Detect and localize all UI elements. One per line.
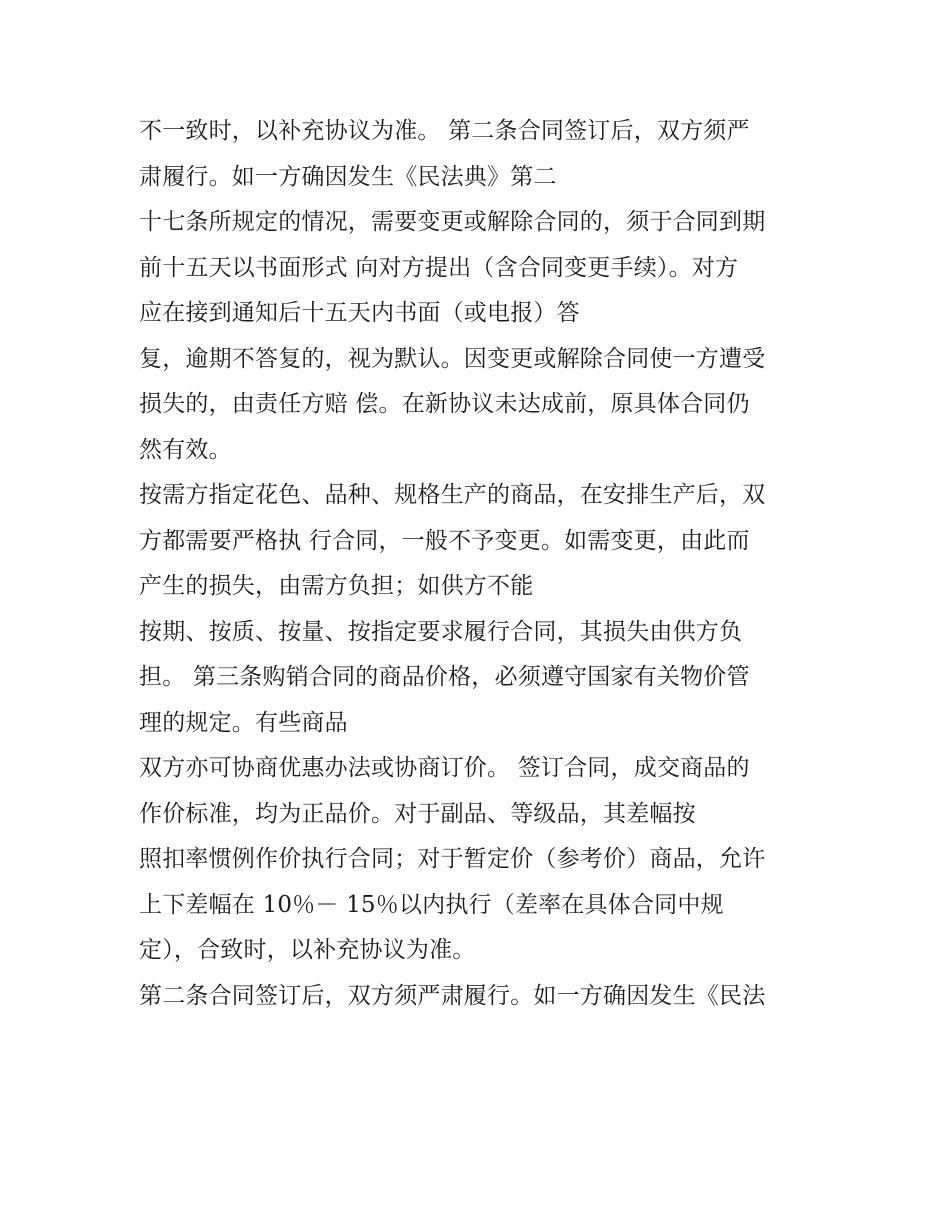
- text-line: 十七条所规定的情况，需要变更或解除合同的，须于合同到期: [139, 209, 766, 235]
- text-line: 方都需要严格执 行合同，一般不予变更。如需变更，由此而: [139, 527, 750, 554]
- text-line: 理的规定。有些商品: [139, 709, 348, 736]
- text-line: 复，逾期不答复的，视为默认。因变更或解除合同使一方遭受: [139, 345, 766, 372]
- text-line: 作价标准，均为正品价。对于副品、等级品，其差幅按: [139, 800, 696, 827]
- text-line: 上下差幅在 10％－ 15％以内执行（差率在具体合同中规: [139, 891, 724, 918]
- text-line: 担。 第三条购销合同的商品价格，必须遵守国家有关物价管: [139, 664, 750, 690]
- text-line: 照扣率惯例作价执行合同；对于暂定价（参考价）商品，允许: [139, 846, 766, 872]
- text-line: 肃履行。如一方确因发生《民法典》第二: [139, 163, 557, 190]
- text-line: 前十五天以书面形式 向对方提出（含合同变更手续）。对方: [139, 254, 739, 281]
- text-line: 应在接到通知后十五天内书面（或电报）答: [139, 300, 580, 326]
- text-line: 按需方指定花色、品种、规格生产的商品，在安排生产后，双: [139, 482, 766, 508]
- text-line: 双方亦可协商优惠办法或协商订价。 签订合同，成交商品的: [139, 755, 750, 781]
- text-line: 产生的损失，由需方负担；如供方不能: [139, 573, 534, 599]
- document-body: [139, 109, 829, 1019]
- text-line: 按期、按质、按量、按指定要求履行合同，其损失由供方负: [139, 618, 743, 645]
- text-line: 第二条合同签订后，双方须严肃履行。如一方确因发生《民法: [139, 982, 766, 1009]
- text-line: 不一致时，以补充协议为准。 第二条合同签订后，双方须严: [139, 118, 750, 144]
- text-line: 定），合致时，以补充协议为准。: [139, 937, 476, 963]
- text-line: 然有效。: [139, 436, 232, 463]
- text-line: 损失的，由责任方赔 偿。在新协议未达成前，原具体合同仍: [139, 391, 750, 417]
